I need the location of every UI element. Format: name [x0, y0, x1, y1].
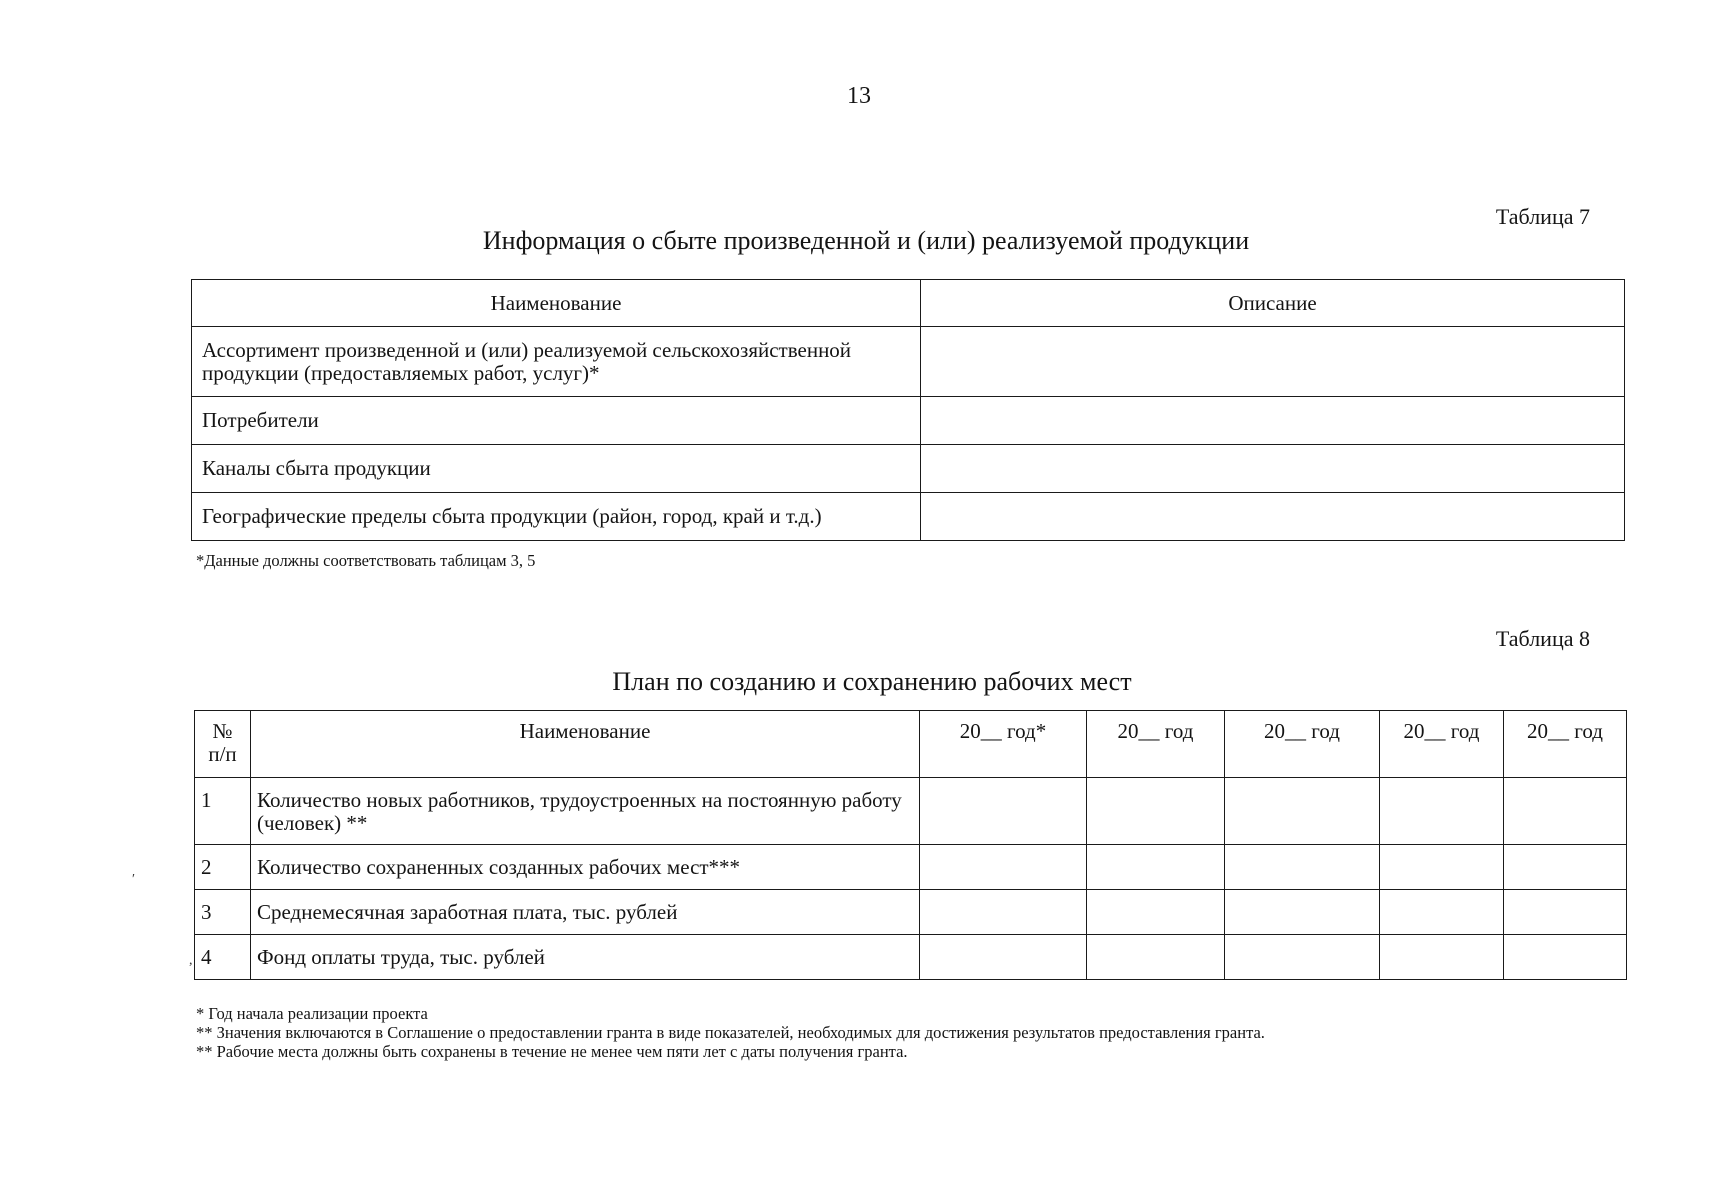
year-cell — [1380, 890, 1504, 935]
table-row — [192, 493, 1625, 541]
year-cell — [1225, 935, 1380, 980]
header-name: Наименование — [192, 280, 921, 327]
header-year: 20__ год — [1087, 711, 1225, 778]
header-year: 20__ год — [1225, 711, 1380, 778]
sales-info-table — [191, 279, 1625, 541]
year-cell — [1380, 778, 1504, 845]
row-description — [921, 327, 1625, 397]
year-cell — [1504, 890, 1627, 935]
year-cell — [1380, 845, 1504, 890]
row-name: Среднемесячная заработная плата, тыс. рублей — [251, 890, 920, 935]
row-name: Количество сохраненных созданных рабочих мест*** — [251, 845, 920, 890]
row-name: Потребители — [192, 397, 921, 445]
jobs-plan-table — [194, 710, 1627, 980]
year-cell — [1504, 845, 1627, 890]
footnote-3: ** Рабочие места должны быть сохранены в течение не менее чем пяти лет с даты получения гранта. — [196, 1042, 908, 1061]
row-number: 1 — [195, 778, 251, 845]
table-row — [195, 778, 1627, 845]
page-number: 13 — [847, 83, 871, 109]
year-cell — [1504, 935, 1627, 980]
year-cell — [1504, 778, 1627, 845]
year-cell — [1087, 845, 1225, 890]
year-cell — [1225, 890, 1380, 935]
row-description — [921, 445, 1625, 493]
row-description — [921, 397, 1625, 445]
year-cell — [1225, 778, 1380, 845]
scan-mark: ′ — [132, 872, 136, 887]
table-row — [195, 890, 1627, 935]
table-7-label: Таблица 7 — [1495, 204, 1590, 229]
year-cell — [1087, 778, 1225, 845]
row-name: Ассортимент произведенной и (или) реализуемой сельскохозяйственной продукции (предоставляемых работ, услуг)* — [192, 327, 921, 397]
footnote-2: ** Значения включаются в Соглашение о предоставлении гранта в виде показателей, необходимых для достижения результатов предоставления гранта. — [196, 1023, 1265, 1042]
year-cell — [920, 890, 1087, 935]
row-number: 3 — [195, 890, 251, 935]
header-year: 20__ год* — [920, 711, 1087, 778]
year-cell — [1087, 890, 1225, 935]
year-cell — [1225, 845, 1380, 890]
table-8-footnotes — [196, 1004, 1265, 1061]
header-number: № п/п — [195, 711, 251, 778]
table-header-row — [195, 711, 1627, 778]
table-header-row — [192, 280, 1625, 327]
header-year: 20__ год — [1504, 711, 1627, 778]
table-row — [195, 935, 1627, 980]
row-name: Географические пределы сбыта продукции (район, город, край и т.д.) — [192, 493, 921, 541]
table-row — [192, 397, 1625, 445]
row-description — [921, 493, 1625, 541]
row-name: Количество новых работников, трудоустроенных на постоянную работу (человек) ** — [251, 778, 920, 845]
year-cell — [1087, 935, 1225, 980]
row-name: Каналы сбыта продукции — [192, 445, 921, 493]
row-number: 2 — [195, 845, 251, 890]
scan-mark: , — [189, 953, 193, 968]
header-year: 20__ год — [1380, 711, 1504, 778]
table-row — [195, 845, 1627, 890]
table-row — [192, 327, 1625, 397]
year-cell — [920, 845, 1087, 890]
table-row — [192, 445, 1625, 493]
table-8-title: План по созданию и сохранению рабочих мест — [612, 667, 1132, 696]
header-description: Описание — [921, 280, 1625, 327]
header-name: Наименование — [251, 711, 920, 778]
table-8-label: Таблица 8 — [1495, 626, 1590, 651]
footnote-1: * Год начала реализации проекта — [196, 1004, 428, 1023]
table-7-title: Информация о сбыте произведенной и (или) реализуемой продукции — [482, 226, 1250, 255]
row-number: 4 — [195, 935, 251, 980]
table-7-footnote: *Данные должны соответствовать таблицам 3, 5 — [196, 551, 536, 570]
year-cell — [1380, 935, 1504, 980]
row-name: Фонд оплаты труда, тыс. рублей — [251, 935, 920, 980]
year-cell — [920, 935, 1087, 980]
year-cell — [920, 778, 1087, 845]
